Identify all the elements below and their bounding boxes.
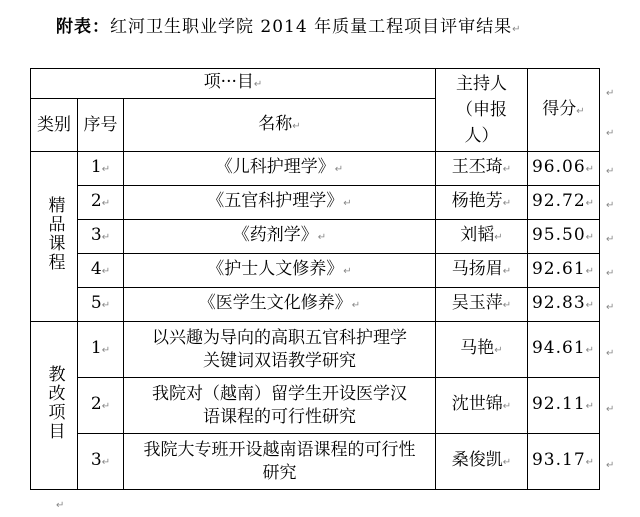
results-table <box>30 68 600 490</box>
paragraph-mark-icon: ↵ <box>606 200 615 211</box>
table-row <box>31 434 600 490</box>
score-cell: 96.06↵ <box>528 152 600 186</box>
seq-cell: 1↵ <box>78 322 124 378</box>
score-cell: 92.61↵ <box>528 254 600 288</box>
name-cell: 《儿科护理学》↵ <box>124 152 436 186</box>
score-cell: 92.72↵ <box>528 186 600 220</box>
paragraph-mark-icon: ↵ <box>606 234 615 245</box>
host-cell: 杨艳芳↵ <box>436 186 528 220</box>
host-cell: 沈世锦↵ <box>436 378 528 434</box>
paragraph-mark-icon: ↵ <box>606 348 615 359</box>
score-cell: 94.61↵ <box>528 322 600 378</box>
header-project: 项···目↵ <box>31 69 436 99</box>
paragraph-mark-icon: ↵ <box>606 460 615 471</box>
paragraph-mark-icon: ↵ <box>606 404 615 415</box>
seq-cell: 3↵ <box>78 220 124 254</box>
name-cell: 《护士人文修养》↵ <box>124 254 436 288</box>
paragraph-mark-icon: ↵ <box>606 166 615 177</box>
table-row <box>31 378 600 434</box>
table-row <box>31 186 600 220</box>
table-row <box>31 220 600 254</box>
table-row <box>31 254 600 288</box>
seq-cell: 2↵ <box>78 378 124 434</box>
title-prefix: 附表： <box>56 17 110 37</box>
table-row <box>31 288 600 322</box>
title-text: 红河卫生职业学院 2014 年质量工程项目评审结果 <box>110 17 513 37</box>
document-title <box>56 12 521 37</box>
seq-cell: 4↵ <box>78 254 124 288</box>
header-category: 类别 <box>31 99 78 152</box>
name-cell: 《五官科护理学》↵ <box>124 186 436 220</box>
paragraph-mark-icon: ↵ <box>56 500 65 511</box>
score-cell: 92.83↵ <box>528 288 600 322</box>
paragraph-mark-icon: ↵ <box>606 128 615 139</box>
score-cell: 95.50↵ <box>528 220 600 254</box>
category-cell: 教改项目 <box>31 322 78 490</box>
seq-cell: 3↵ <box>78 434 124 490</box>
name-cell: 《医学生文化修养》↵ <box>124 288 436 322</box>
host-cell: 刘韬↵ <box>436 220 528 254</box>
table-row <box>31 322 600 378</box>
paragraph-mark-icon: ↵ <box>512 24 522 35</box>
name-cell: 我院大专班开设越南语课程的可行性研究 <box>124 434 436 490</box>
host-cell: 马扬眉↵ <box>436 254 528 288</box>
host-cell: 吴玉萍↵ <box>436 288 528 322</box>
name-cell: 我院对（越南）留学生开设医学汉语课程的可行性研究 <box>124 378 436 434</box>
host-cell: 马艳↵ <box>436 322 528 378</box>
name-cell: 《药剂学》↵ <box>124 220 436 254</box>
paragraph-mark-icon: ↵ <box>606 268 615 279</box>
score-cell: 93.17↵ <box>528 434 600 490</box>
header-name: 名称↵ <box>124 99 436 152</box>
header-score: 得分↵ <box>528 69 600 152</box>
paragraph-mark-icon: ↵ <box>606 88 615 99</box>
header-host: 主持人（申报人） <box>436 69 528 152</box>
host-cell: 桑俊凯↵ <box>436 434 528 490</box>
paragraph-mark-icon: ↵ <box>606 302 615 313</box>
name-cell: 以兴趣为导向的高职五官科护理学关键词双语教学研究 <box>124 322 436 378</box>
table-row <box>31 152 600 186</box>
host-cell: 王丕琦↵ <box>436 152 528 186</box>
seq-cell: 2↵ <box>78 186 124 220</box>
seq-cell: 5↵ <box>78 288 124 322</box>
header-seq: 序号 <box>78 99 124 152</box>
seq-cell: 1↵ <box>78 152 124 186</box>
score-cell: 92.11↵ <box>528 378 600 434</box>
category-cell: 精品课程 <box>31 152 78 322</box>
